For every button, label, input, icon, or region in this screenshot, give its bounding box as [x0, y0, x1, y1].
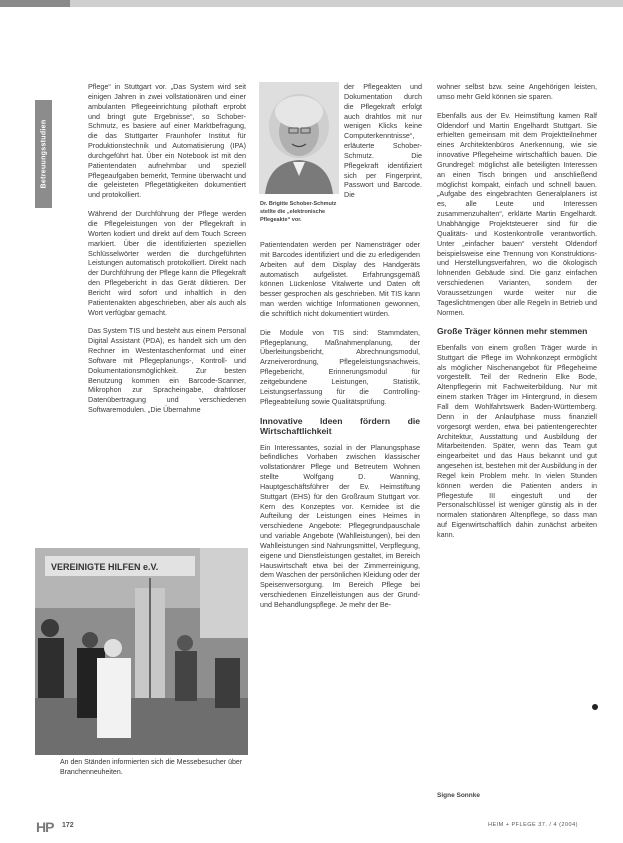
paragraph: Die Module von TIS sind: Stammdaten, Pflegeplanung, Maßnahmenplanung, der Überleitungsbericht, Abrechnungsmodul, Arzneiverordnung, Pflegeleistungsnachweis, Pflegebericht, Erinnerungsmodul für zeitgebundene Leistungen, Statistik, Leistungserfassung für die Controlling-Pflegeabteilung sowie Qualitätsprüfung.: [260, 327, 420, 406]
author-credit: Signe Sonnke: [437, 792, 480, 799]
magazine-logo: HP: [36, 819, 54, 835]
paragraph: Ein Interessantes, sozial in der Planungsphase befindliches Vorhaben zwischen klassischer vollstationärer Pflege und Betreutem Wohnen stellte Wolfgang D. Wanning, Hauptgeschäftsführer der Ev. Heimstiftung Stuttgart (EHS) für den Großraum Stuttgart vor. Kern des Konzeptes vor. Kernidee ist die Aufteilung der Leistungen eines Heimes in verschiedene Angebote: Pflegegrundpauschale und variable Angebote (Wahlleistungen), bei den Wahlleistungen sind Nahrungsmittel, Verpflegung, eigene und Dienstleistungen gestaltet, im Bereich Hauswirtschaft etwa bei der Zimmerreinigung, dem Waschen der persönlichen Kleidung oder der Speisenversorgung. Im Bereich Pflege bei verschiedenen Einzelleistungen aus der Grund- und Behandlungspflege. Je mehr der Be-: [260, 442, 420, 609]
top-bar: [0, 0, 623, 7]
photo-caption: An den Ständen informierten sich die Messebesucher über Branchenneuheiten.: [60, 759, 243, 776]
paragraph: Patientendaten werden per Namensträger oder mit Barcodes identifiziert und die zu erledigenden Arbeiten auf dem Display des Handgeräts automatisch aufgelistet. Erfahrungsgemäß können Lückenlose Vitalwerte und Daten oft besser gesprochen als geschrieben. Mit TIS kann man werden wichtige Informationen gewonnen, die schriftlich nicht dokumentiert würden.: [260, 240, 420, 318]
top-bar-accent: [0, 0, 70, 7]
portrait-caption: Dr. Brigitte Schober-Schmutz stellte die „elektronische Pflegeakte“ vor.: [260, 201, 337, 223]
paragraph: der Pflegeakten und Dokumentation durch die Pflegekraft erfolgt auch drahtlos mit nur wenigen Klicks keine Computerkenntnisse“, erläuterte Schober-Schmutz. Die Pflegekraft identifiziert sich per Fingerprint, Passwort und Barcode. Die: [344, 82, 422, 200]
journal-reference: HEIM + PFLEGE 37. / 4 (2004): [488, 822, 578, 828]
section-heading: Große Träger können mehr stemmen: [437, 326, 588, 337]
column-2: [260, 240, 420, 619]
paragraph: Während der Durchführung der Pflege werden die Pflegeleistungen von der Pflegekraft in Worten kodiert und direkt auf dem Touch Screen markiert. Über die identifizierten speziellen Schlüsselwörter werden die durchgeführten Leistungen automatisch protokolliert. Direkt nach der Durchführung der Pflege kann die Pflegekraft den Pflegebericht in das Gerät diktieren. Der Bericht wird sofort und inhaltlich in den Patientenakten abgeschrieben, aber als auch als Wort verfügbar gemacht.: [88, 209, 246, 317]
end-mark-icon: [592, 704, 598, 710]
section-heading: Innovative Ideen fördern die Wirtschaftlichkeit: [260, 415, 420, 436]
column-2-top: [344, 82, 422, 209]
column-1: [88, 82, 246, 424]
portrait-photo: [259, 82, 339, 194]
page-number: 172: [62, 822, 74, 829]
paragraph: wohner selbst bzw. seine Angehörigen leisten, umso mehr Geld können sie sparen.: [437, 82, 597, 101]
paragraph: Ebenfalls von einem großen Träger wurde in Stuttgart die Pflege im Wohnkonzept ermöglicht als möglicher Nischenangebot für Pflegeheime vorgestellt. Teil der Rednerin Elke Bode, Altenpflegerin mit Fachweiterbildung. Nur mit einem starken Träger im Hintergrund, in diesem Fall dem Wohlfahrtswerk Baden-Württemberg. Denn in der Anlaufphase muss finanziell vorgesorgt werden, etwa bei patientengerechter Architektur, Ausstattung und Ausbildung der Mitarbeitenden. Später, wenn das Team gut eingearbeitet und das Haus bekannt und gut angesehen ist, bestehen mit der Ausbildung in der Regel kein Problem mehr. In vielen Stunden können werden die Patienten anders in Pflegestufe III eingestuft und der Personalschlüssel ist weniger günstig als in der normalen stationären Altenpflege, so dass man auf Eigenwirtschaftlich dahin zunächst arbeiten kann.: [437, 342, 597, 539]
paragraph: Ebenfalls aus der Ev. Heimstiftung kamen Ralf Oldendorf und Martin Engelhardt Stuttgart. Sie erhielten gemeinsam mit dem Projektteilnehmer eines Architektenbüros Anerkennung, wie sie innovative Pflegeheime wirtschaftlich bauen. Die Grundregel: möglichst alle beteiligten Interessen an einen Tisch bringen und anschließend möglichst kompakt, einfach und schnell bauen. „Aufgabe des eingebrachten Generalplaners ist es, alle Leute und Interessen zusammenzuhalten“, erklärte Martin Engelhardt. Unabhängige Projektsteuerer sind für die Qualitäts- und Kostenkontrolle verantwortlich. Unter „einfacher bauen“ versteht Oldendorf beispielsweise eine Trennung von Konstruktions- und Herstellungsverfahren, wo die ökologisch lohnenden Gebäude sind. Die ganz einfachen verschiedenen Varianten, sondern der Voraussetzungen wurde weiter nur die Tageslichtmengen über alle Regeln in Betrieb und Normen.: [437, 110, 597, 317]
section-side-tab-label: Betreuungsstudien: [40, 119, 47, 189]
paragraph: Das System TIS und besteht aus einem Personal Digital Assistant (PDA), es handelt sich um den Rechner im Westentaschenformat und einer Software mit Pflegeplanungs-, Kontroll- und Dokumentationsmöglichkeit. Zur besten Benutzung kommen ein Barcode-Scanner, Mikrophon zur Spracheingabe, drahtloser Datenübertragung und verschiedenen Softwaremodulen. „Die Übernahme: [88, 326, 246, 415]
photo-banner-text: VEREINIGTE HILFEN e.V.: [51, 562, 159, 572]
exhibition-photo: [35, 548, 248, 755]
column-3: [437, 82, 597, 549]
section-side-tab: [35, 100, 52, 208]
paragraph: Pflege“ in Stuttgart vor. „Das System wird seit einigen Jahren in zwei vollstationären und einer ambulanten Pflegeeinrichtung pilothaft erprobt und bringt gute Ergebnisse“, so Schober-Schmutz, es basiere auf einer Marktbefragung, die das Stuttgarter Fraunhofer Institut für Produktionstechnik und Automatisierung (IPA) durchgeführt hat. Über ein Notebook ist mit den Patientendaten aufnehmbar und speziell Pflegeaufgaben bemerkt, Termine überwacht und die geleisteten Pflegetätigkeiten dokumentiert und protokolliert.: [88, 82, 246, 200]
